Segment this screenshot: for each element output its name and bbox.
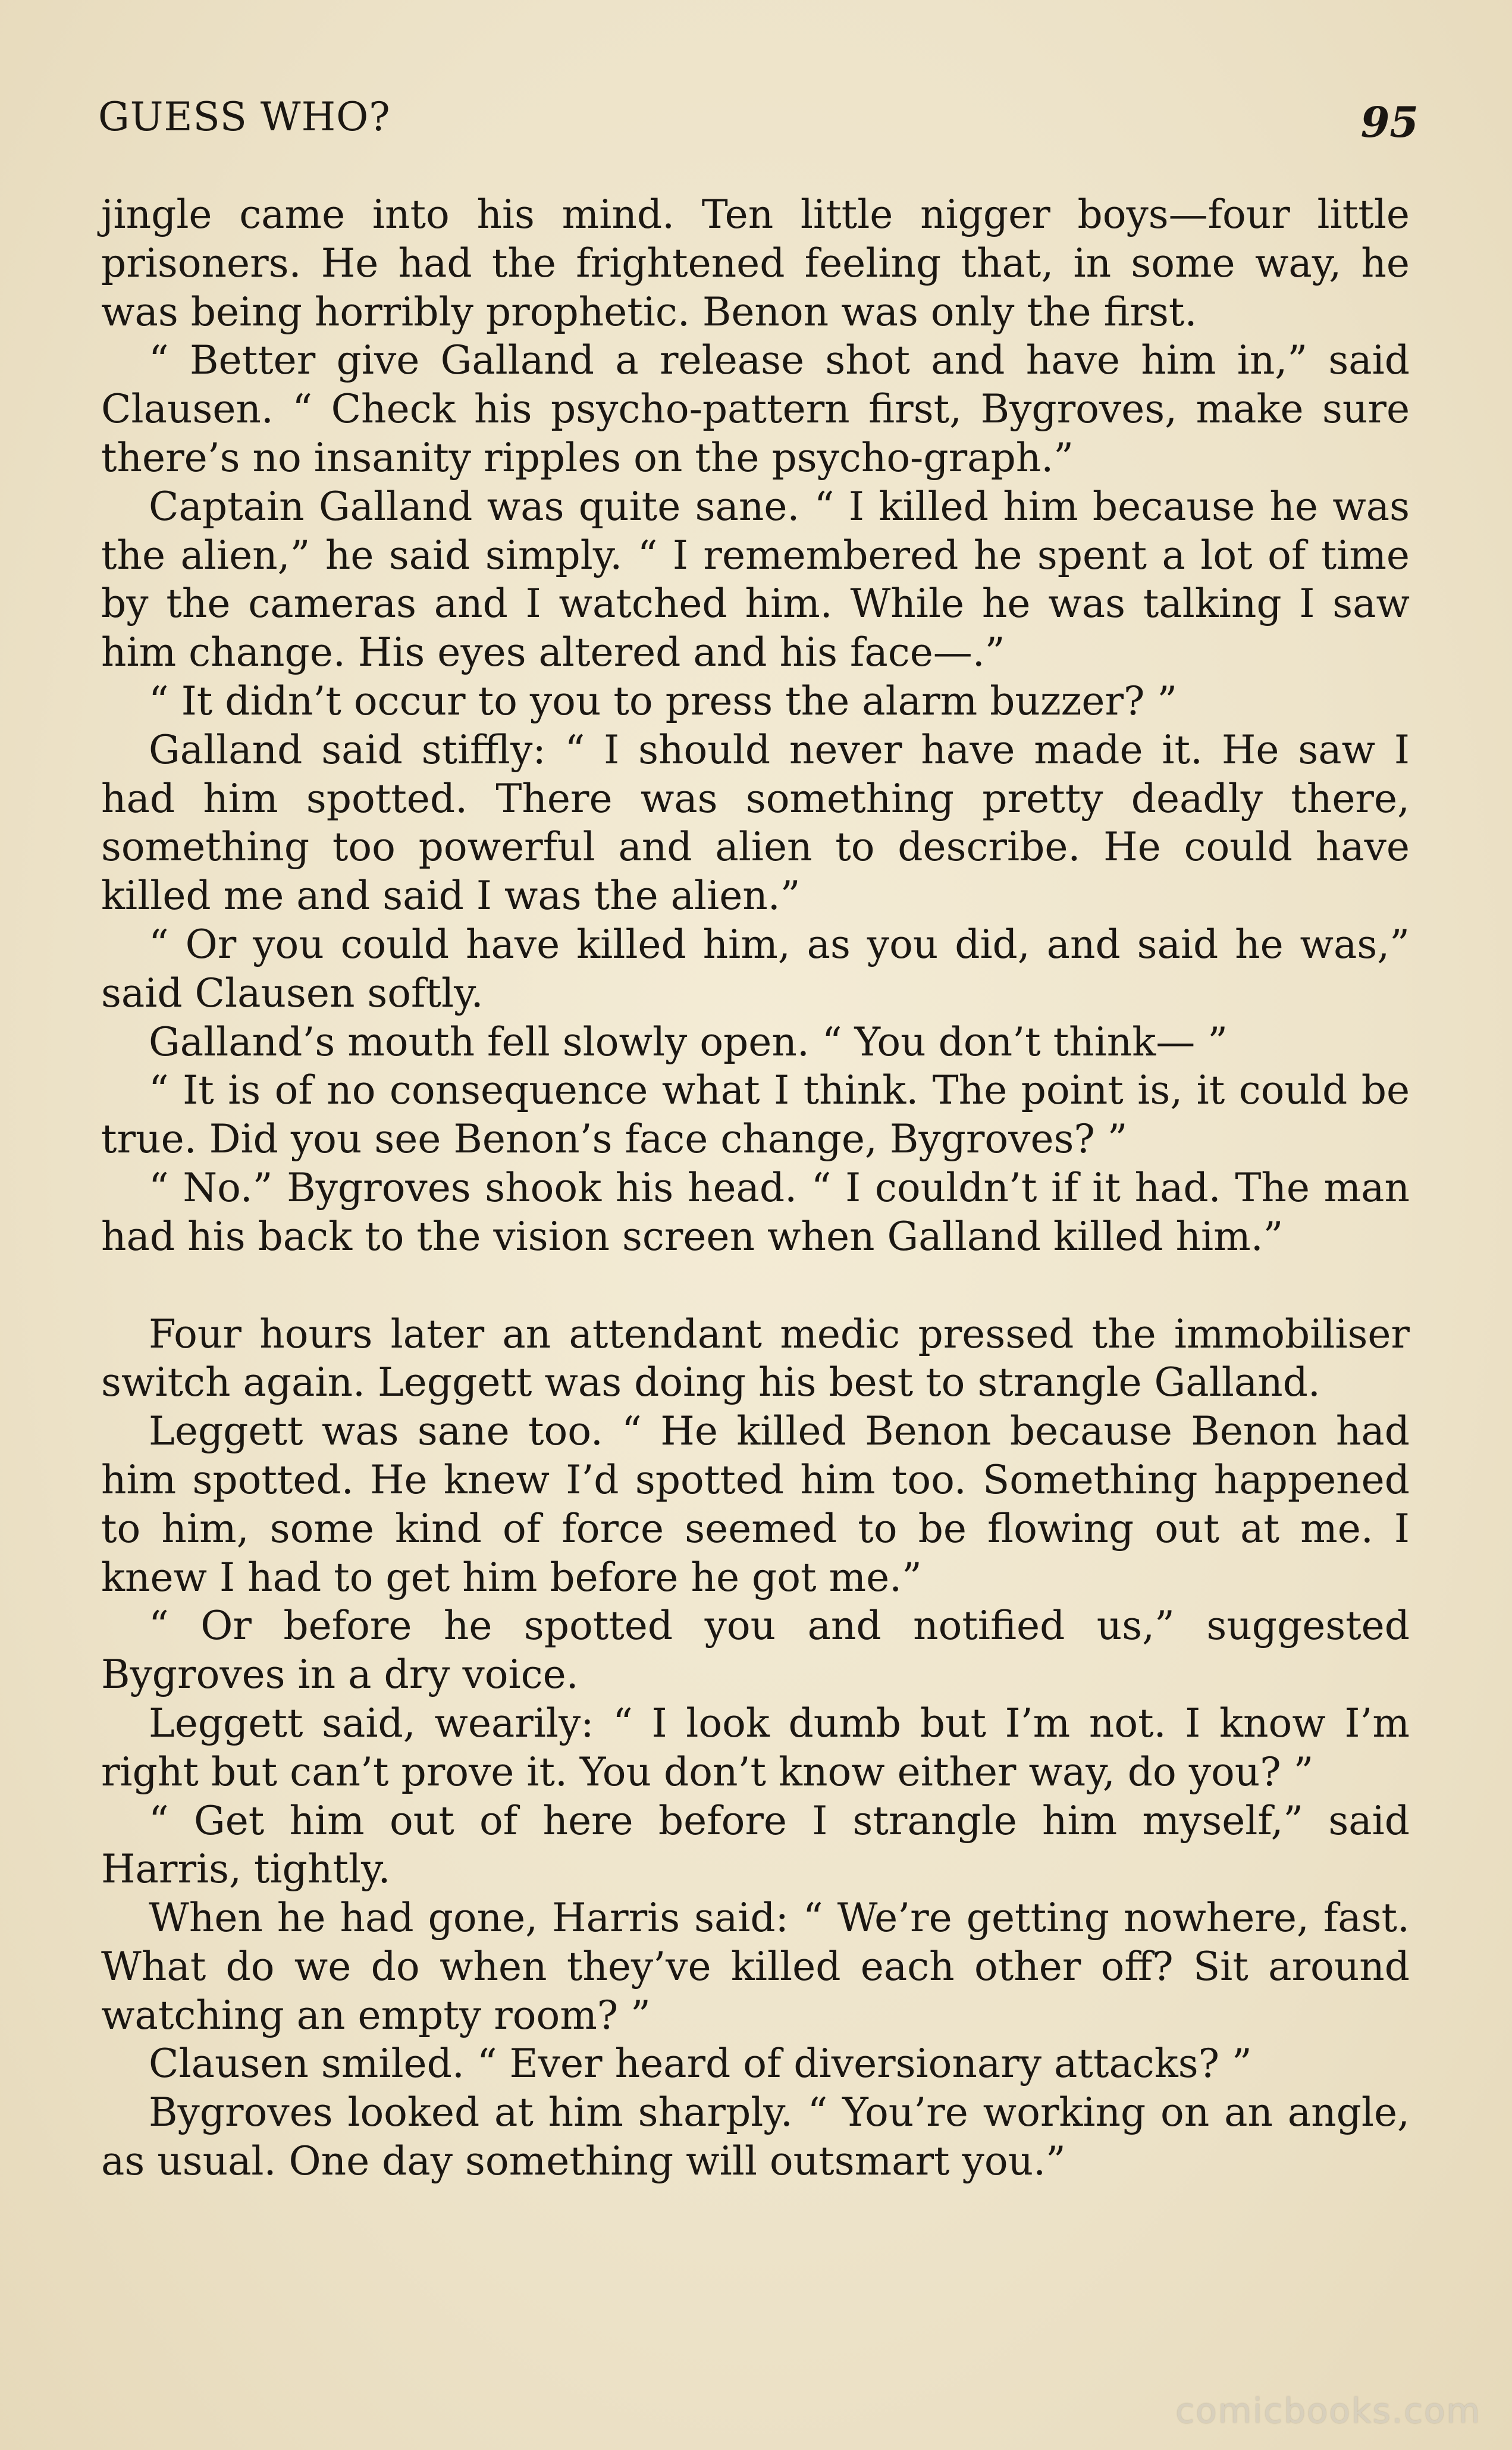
page-header [98,89,1419,161]
paragraph-10: Four hours later an attendant medic pressed the immobiliser switch again. Leggett was doing his best to strangle Galland. [101,1311,1410,1406]
paragraph-1: jingle came into his mind. Ten little nigger boys—four little prisoners. He had the frightened feeling that, in some way, he was being horribly prophetic. Benon was only the first. [101,192,1410,335]
paragraph-5: Galland said stiffly: “ I should never have made it. He saw I had him spotted. There was something pretty deadly there, something too powerful and alien to describe. He could have killed me and said I was the alien.” [101,726,1410,919]
paragraph-8: “ It is of no consequence what I think. The point is, it could be true. Did you see Benon’s face change, Bygroves? ” [101,1067,1410,1163]
paragraph-3: Captain Galland was quite sane. “ I killed him because he was the alien,” he said simply. “ I remembered he spent a lot of time by the cameras and I watched him. While he was talking I saw him change. His eyes altered and his face—.” [101,483,1410,676]
page-number: 95 [1360,98,1419,147]
paragraph-15: When he had gone, Harris said: “ We’re getting nowhere, fast. What do we do when they’ve killed each other off? Sit around watching an empty room? ” [101,1895,1410,2038]
paragraph-9: “ No.” Bygroves shook his head. “ I couldn’t if it had. The man had his back to the vision screen when Galland killed him.” [101,1164,1410,1260]
body-text [101,190,1410,2186]
paragraph-2: “ Better give Galland a release shot and have him in,” said Clausen. “ Check his psycho-pattern first, Bygroves, make sure there’s no insanity ripples on the psycho-graph.” [101,337,1410,481]
running-head: GUESS WHO? [98,94,391,140]
paragraph-13: Leggett said, wearily: “ I look dumb but I’m not. I know I’m right but can’t prove it. You don’t know either way, do you? ” [101,1700,1410,1795]
watermark: comicbooks.com [1175,2391,1481,2431]
paragraph-11: Leggett was sane too. “ He killed Benon because Benon had him spotted. He knew I’d spotted him too. Something happened to him, some kind of force seemed to be flowing out at me. I knew I had to get him before he got me.” [101,1408,1410,1600]
paragraph-17: Bygroves looked at him sharply. “ You’re working on an angle, as usual. One day something will outsmart you.” [101,2089,1410,2185]
paragraph-4: “ It didn’t occur to you to press the alarm buzzer? ” [149,678,1178,724]
paragraph-6: “ Or you could have killed him, as you did, and said he was,” said Clausen softly. [101,921,1410,1016]
paragraph-7: Galland’s mouth fell slowly open. “ You don’t think— ” [149,1019,1228,1065]
paragraph-14: “ Get him out of here before I strangle him myself,” said Harris, tightly. [101,1797,1410,1893]
paragraph-16: Clausen smiled. “ Ever heard of diversionary attacks? ” [149,2041,1252,2087]
paragraph-12: “ Or before he spotted you and notified us,” suggested Bygroves in a dry voice. [101,1603,1410,1698]
